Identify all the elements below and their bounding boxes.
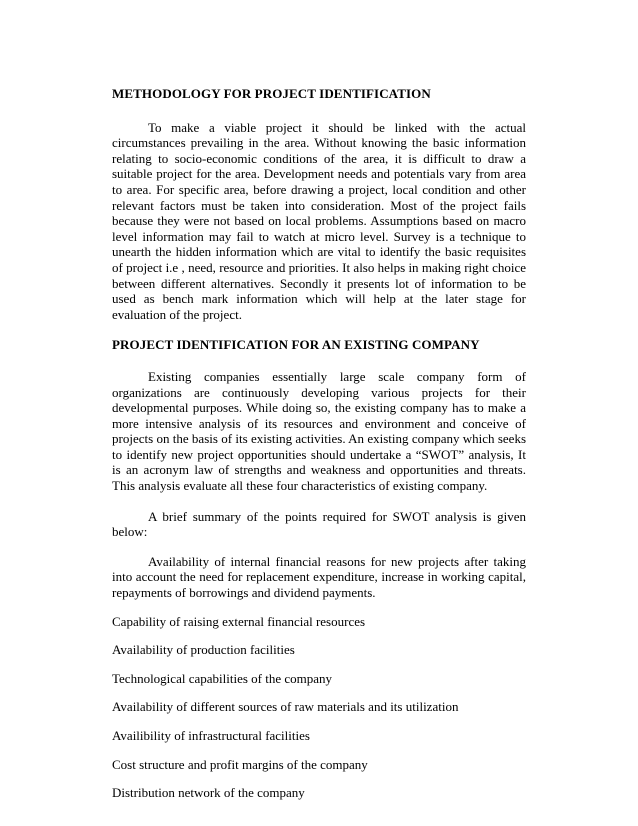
list-item: Distribution network of the company bbox=[112, 785, 305, 801]
section-heading-existing-company: PROJECT IDENTIFICATION FOR AN EXISTING COMPANY bbox=[112, 337, 480, 353]
list-item: Availability of different sources of raw materials and its utilization bbox=[112, 699, 459, 715]
list-item: Capability of raising external financial resources bbox=[112, 613, 366, 629]
document-page bbox=[112, 86, 526, 814]
list-item: Availibility of infrastructural facilities bbox=[112, 728, 310, 743]
section-heading-methodology: METHODOLOGY FOR PROJECT IDENTIFICATION bbox=[112, 86, 431, 101]
list-item: Technological capabilities of the company bbox=[112, 670, 333, 686]
list-item: Availability of production facilities bbox=[112, 642, 295, 658]
paragraph-swot-summary: A brief summary of the points required for SWOT analysis is given below: bbox=[112, 508, 526, 540]
list-item: Cost structure and profit margins of the company bbox=[112, 756, 368, 772]
paragraph-internal-financial: Availability of internal financial reasons for new projects after taking into account the need for replacement expenditure, increase in working capital, repayments of borrowings and dividend payments. bbox=[112, 553, 526, 601]
paragraph-existing-company: Existing companies essentially large scale company form of organizations are continuously developing various projects for their developmental purposes. While doing so, the existing company has to make a more intensive analysis of its resources and environment and conceive of projects on the basis of its existing activities. An existing company which seeks to identify new project opportunities should undertake a “SWOT” analysis, It is an acronym law of strengths and weakness and opportunities and threats. This analysis evaluate all these four characteristics of existing company. bbox=[112, 368, 526, 494]
paragraph-methodology: To make a viable project it should be linked with the actual circumstances prevailing in the area. Without knowing the basic information relating to socio-economic conditions of the area, it is difficult to draw a suitable project for the area. Development needs and potentials vary from area to area. For specific area, before drawing a project, local condition and other relevant factors must be taken into consideration. Most of the project fails because they were not based on local problems. Assumptions based on macro level information may fail to watch at micro level. Survey is a technique to unearth the hidden information which are vital to identify the basic requisites of project i.e , need, resource and priorities. It also helps in making right choice between different alternatives. Secondly it presents lot of information to be used as bench mark information which will help at the later stage for evaluation of the project. bbox=[112, 119, 526, 322]
